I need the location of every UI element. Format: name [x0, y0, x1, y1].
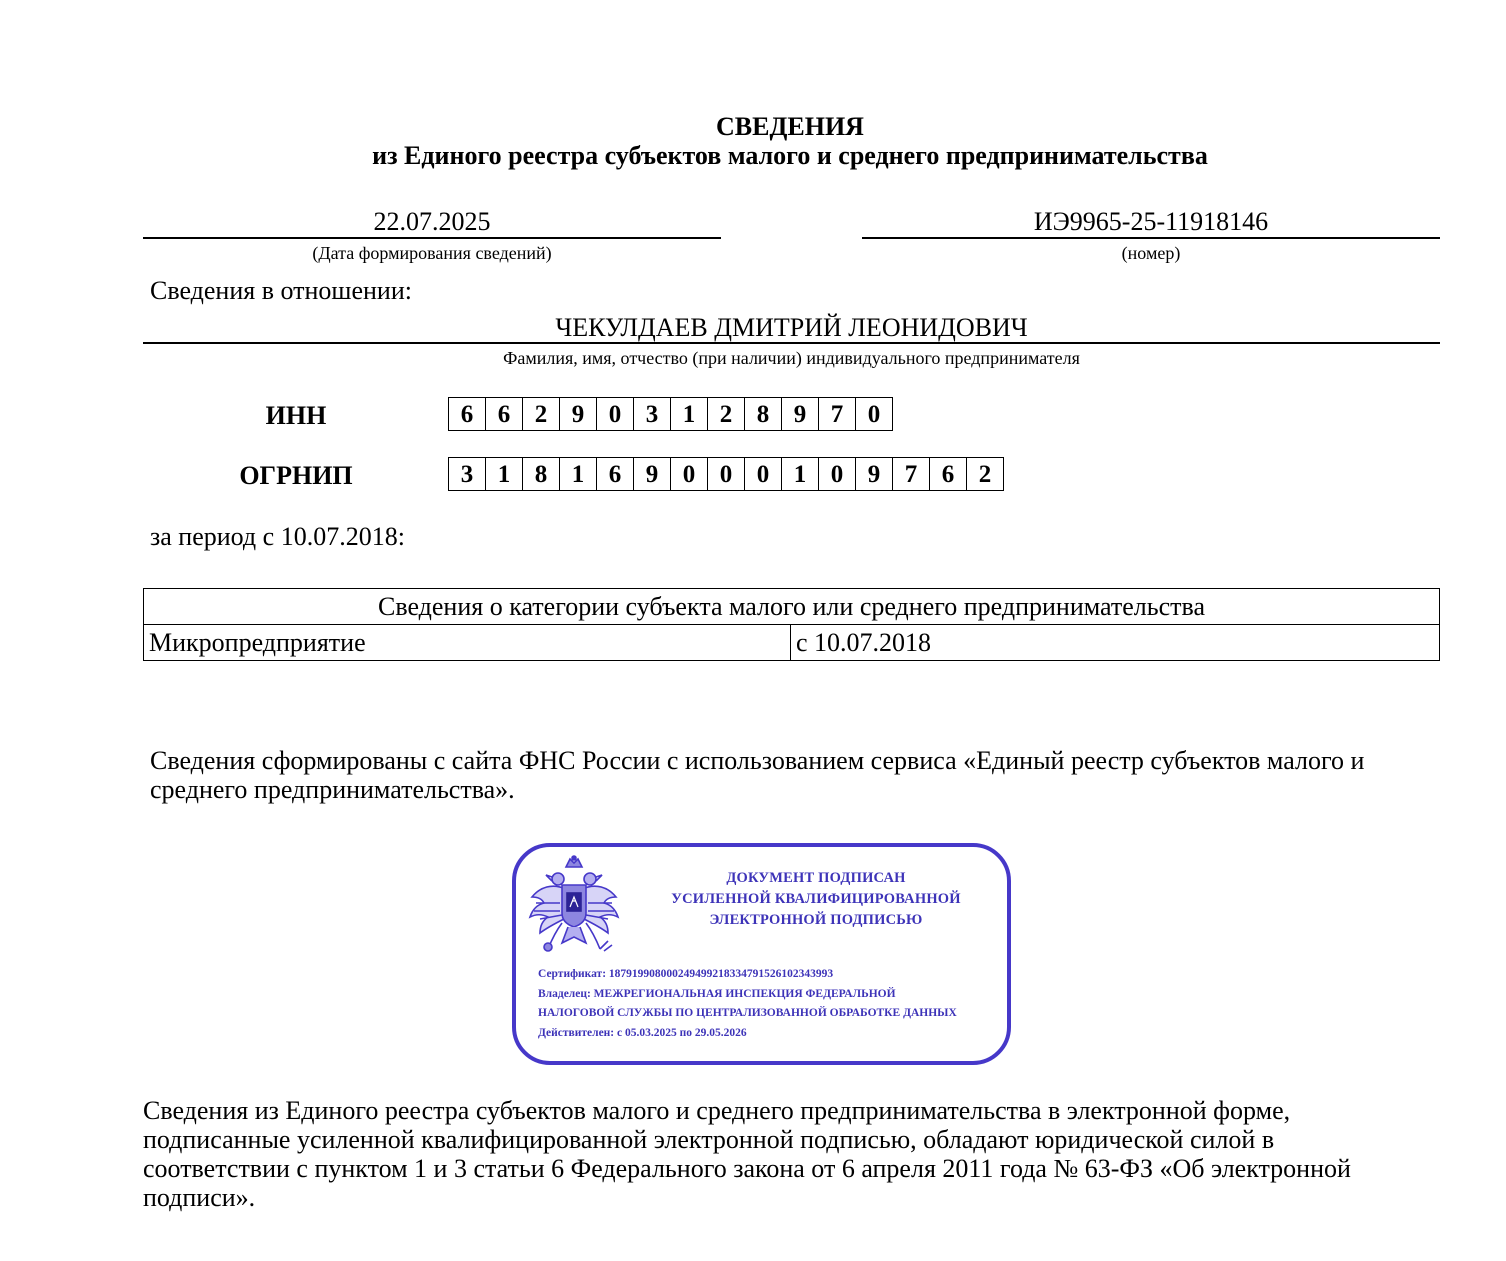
- digit-cell: 9: [782, 397, 819, 431]
- ogrnip-digits: [448, 457, 1004, 491]
- ogrnip-label: ОГРНИП: [239, 461, 353, 490]
- stamp-line-1: ДОКУМЕНТ ПОДПИСАН: [726, 870, 906, 886]
- category-value: Микропредприятие: [144, 625, 791, 661]
- stamp-heading: [656, 868, 976, 931]
- table-header-row: [144, 589, 1440, 625]
- digit-cell: 0: [671, 457, 708, 491]
- category-table: [143, 588, 1440, 661]
- digit-cell: 3: [634, 397, 671, 431]
- digit-cell: 8: [745, 397, 782, 431]
- date-caption: (Дата формирования сведений): [312, 243, 552, 263]
- digit-cell: 0: [597, 397, 634, 431]
- digit-cell: 2: [523, 397, 560, 431]
- document-title: СВЕДЕНИЯ: [716, 112, 864, 141]
- digit-cell: 6: [930, 457, 967, 491]
- stamp-details: [538, 965, 1008, 1043]
- double-headed-eagle-emblem-icon: [522, 853, 626, 957]
- source-note: Сведения сформированы с сайта ФНС России с использованием сервиса «Единый реестр субъектов малого и среднего предпринимательства».: [150, 746, 1365, 804]
- date-value: 22.07.2025: [373, 207, 491, 236]
- date-underline: [143, 237, 721, 239]
- digit-cell: 9: [560, 397, 597, 431]
- digit-cell: 6: [449, 397, 486, 431]
- number-caption: (номер): [1121, 243, 1181, 263]
- signature-stamp: [512, 843, 1011, 1065]
- digit-cell: 7: [893, 457, 930, 491]
- table-row: [144, 625, 1440, 661]
- digit-cell: 0: [708, 457, 745, 491]
- digit-cell: 3: [449, 457, 486, 491]
- inn-digits: [448, 397, 893, 431]
- digit-cell: 0: [819, 457, 856, 491]
- name-underline: [143, 342, 1440, 344]
- digit-cell: 8: [523, 457, 560, 491]
- inn-label: ИНН: [265, 401, 327, 430]
- stamp-owner: Владелец: МЕЖРЕГИОНАЛЬНАЯ ИНСПЕКЦИЯ ФЕДЕРАЛЬНОЙ НАЛОГОВОЙ СЛУЖБЫ ПО ЦЕНТРАЛИЗОВАННОЙ ОБРАБОТКЕ ДАННЫХ: [538, 987, 957, 1019]
- digit-cell: 1: [782, 457, 819, 491]
- digit-cell: 6: [597, 457, 634, 491]
- entrepreneur-name: ЧЕКУЛДАЕВ ДМИТРИЙ ЛЕОНИДОВИЧ: [555, 313, 1028, 342]
- digit-cell: 2: [967, 457, 1004, 491]
- digit-cell: 9: [634, 457, 671, 491]
- subject-intro: Сведения в отношении:: [150, 276, 412, 305]
- name-caption: Фамилия, имя, отчество (при наличии) индивидуального предпринимателя: [503, 348, 1080, 368]
- digit-cell: 0: [745, 457, 782, 491]
- digit-cell: 1: [486, 457, 523, 491]
- digit-cell: 0: [856, 397, 893, 431]
- digit-cell: 2: [708, 397, 745, 431]
- digit-cell: 6: [486, 397, 523, 431]
- document-subtitle: из Единого реестра субъектов малого и среднего предпринимательства: [372, 141, 1208, 170]
- number-underline: [862, 237, 1440, 239]
- stamp-line-2: УСИЛЕННОЙ КВАЛИФИЦИРОВАННОЙ: [671, 891, 961, 907]
- period-text: за период с 10.07.2018:: [150, 522, 405, 551]
- category-since: с 10.07.2018: [791, 625, 1440, 661]
- legal-note: Сведения из Единого реестра субъектов малого и среднего предпринимательства в электронной форме, подписанные усиленной квалифицированной электронной подписью, обладают юридической силой в соответствии с пунктом 1 и 3 статьи 6 Федерального закона от 6 апреля 2011 года № 63-ФЗ «Об электронной подписи».: [143, 1096, 1351, 1212]
- digit-cell: 1: [560, 457, 597, 491]
- digit-cell: 1: [671, 397, 708, 431]
- stamp-valid: Действителен: с 05.03.2025 по 29.05.2026: [538, 1026, 747, 1039]
- category-table-header: Сведения о категории субъекта малого или среднего предпринимательства: [144, 589, 1440, 625]
- digit-cell: 7: [819, 397, 856, 431]
- digit-cell: 9: [856, 457, 893, 491]
- number-value: ИЭ9965-25-11918146: [1033, 207, 1269, 236]
- stamp-line-3: ЭЛЕКТРОННОЙ ПОДПИСЬЮ: [709, 912, 923, 928]
- stamp-certificate: Сертификат: 187919908000249499218334791526102343993: [538, 968, 834, 980]
